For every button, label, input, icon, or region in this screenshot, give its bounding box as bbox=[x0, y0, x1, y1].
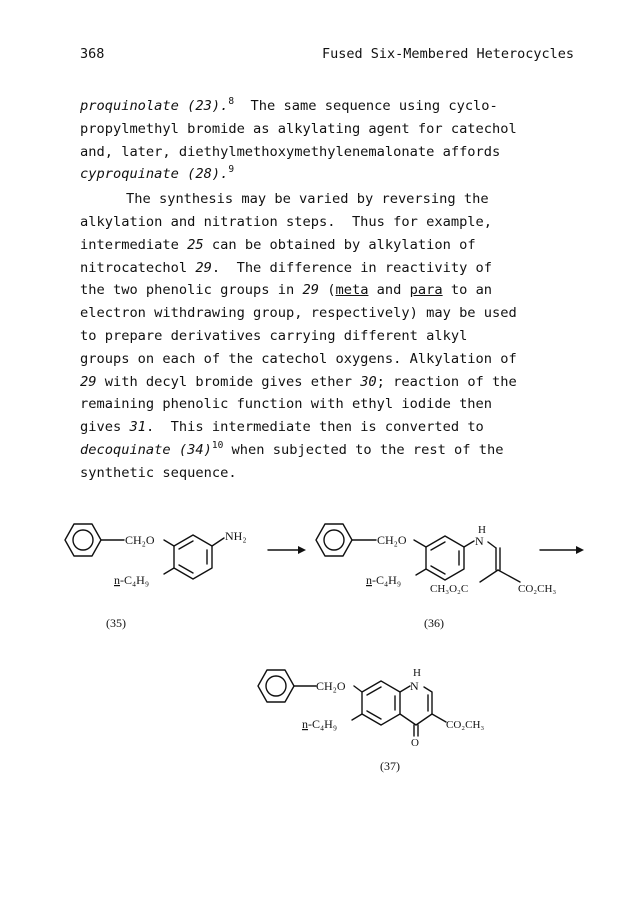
text-line: decoquinate $(34)^{10}$ when subjected to the rest of the bbox=[80, 439, 504, 458]
bond bbox=[164, 568, 174, 574]
reaction-scheme bbox=[0, 500, 636, 790]
underlined-term: para bbox=[409, 282, 443, 299]
reaction-scheme-svg bbox=[0, 500, 636, 790]
text-line: proquinolate (23).$^8$ The same sequence using cyclo- bbox=[80, 96, 498, 114]
bond bbox=[414, 540, 426, 547]
page-number: 368 bbox=[80, 46, 105, 62]
compound-number: 31 bbox=[129, 419, 146, 436]
ester-label: CO₂CH₃ bbox=[446, 719, 485, 731]
text-line: remaining phenolic function with ethyl iodide then bbox=[80, 396, 493, 413]
paragraph-2 bbox=[80, 188, 580, 484]
text-line: nitrocatechol 29. The difference in reactivity of bbox=[80, 259, 493, 276]
butyl-label: n-C₄H₉ bbox=[114, 573, 150, 587]
ch2o-label: CH₂O bbox=[316, 679, 346, 693]
reference-superscript: 10 bbox=[211, 439, 224, 451]
bond bbox=[164, 540, 174, 546]
compound-number: 29 bbox=[302, 282, 319, 299]
compound-number: 30 bbox=[360, 373, 377, 390]
quinolone-ring bbox=[400, 686, 410, 692]
running-title: Fused Six-Membered Heterocycles bbox=[322, 46, 574, 62]
bond bbox=[416, 569, 426, 575]
compound-label-37: (37) bbox=[380, 759, 400, 773]
aromatic-circle bbox=[266, 676, 286, 696]
bond bbox=[352, 714, 362, 720]
compound-number: 29 bbox=[80, 373, 97, 390]
text-line: propylmethyl bromide as alkylating agent for catechol bbox=[80, 120, 517, 137]
body-text bbox=[80, 95, 580, 485]
text-line: groups on each of the catechol oxygens. Alkylation of bbox=[80, 350, 517, 367]
text-line: synthetic sequence. bbox=[80, 464, 237, 481]
text-line: gives 31. This intermediate then is converted to bbox=[80, 419, 484, 436]
text-line: The synthesis may be varied by reversing the bbox=[126, 191, 489, 208]
ch2o-label: CH₂O bbox=[377, 533, 407, 547]
aromatic-circle bbox=[324, 530, 344, 550]
reference-superscript: 9 bbox=[228, 164, 235, 176]
reaction-arrow-head bbox=[576, 546, 584, 554]
butyl-label: n-C₄H₉ bbox=[366, 573, 402, 587]
text-line: the two phenolic groups in 29 (meta and para to an bbox=[80, 282, 493, 299]
text-line: intermediate 25 can be obtained by alkylation of bbox=[80, 236, 476, 253]
underlined-term: meta bbox=[335, 282, 369, 299]
compound-number: 25 bbox=[187, 236, 204, 253]
text-line: and, later, diethylmethoxymethylenemalonate affords bbox=[80, 143, 501, 160]
benzyl-ring bbox=[316, 524, 352, 556]
amine-label: NH₂ bbox=[225, 529, 247, 543]
reference-superscript: 8 bbox=[228, 96, 235, 107]
aromatic-circle bbox=[73, 530, 93, 550]
bond bbox=[432, 714, 446, 722]
compound-name: proquinolate (23). bbox=[80, 98, 229, 114]
reaction-arrow-head bbox=[298, 546, 306, 554]
oxygen-label: O bbox=[411, 737, 419, 749]
compound-name: cyproquinate (28). bbox=[80, 166, 229, 183]
bond bbox=[354, 686, 362, 692]
nitrogen-label: N bbox=[475, 534, 484, 548]
nitrogen-label: N bbox=[410, 679, 419, 693]
paragraph-1 bbox=[80, 95, 580, 186]
ester-label-left: CH₃O₂C bbox=[430, 583, 469, 595]
bond bbox=[464, 541, 474, 547]
compound-name: decoquinate (34) bbox=[80, 441, 212, 458]
text-line: to prepare derivatives carrying different alkyl bbox=[80, 327, 468, 344]
compound-label-36: (36) bbox=[424, 616, 444, 630]
benzyl-ring bbox=[65, 524, 101, 556]
text-line: electron withdrawing group, respectively) may be used bbox=[80, 305, 517, 322]
bond bbox=[480, 570, 498, 582]
benzyl-ring bbox=[258, 670, 294, 702]
ester-label-right: CO₂CH₃ bbox=[518, 583, 557, 595]
bond bbox=[498, 570, 520, 582]
compound-36-structure bbox=[316, 524, 520, 582]
text-line: 29 with decyl bromide gives ether 30; reaction of the bbox=[80, 373, 517, 390]
ch2o-label: CH₂O bbox=[125, 533, 155, 547]
text-line bbox=[80, 163, 580, 186]
hydrogen-label: H bbox=[478, 524, 486, 536]
butyl-label: n-C₄H₉ bbox=[302, 717, 338, 731]
compound-number: 29 bbox=[195, 259, 212, 276]
compound-label-35: (35) bbox=[106, 616, 126, 630]
bond bbox=[488, 542, 496, 548]
hydrogen-label: H bbox=[413, 667, 421, 679]
bond bbox=[212, 538, 224, 546]
text-line: alkylation and nitration steps. Thus for example, bbox=[80, 213, 493, 230]
